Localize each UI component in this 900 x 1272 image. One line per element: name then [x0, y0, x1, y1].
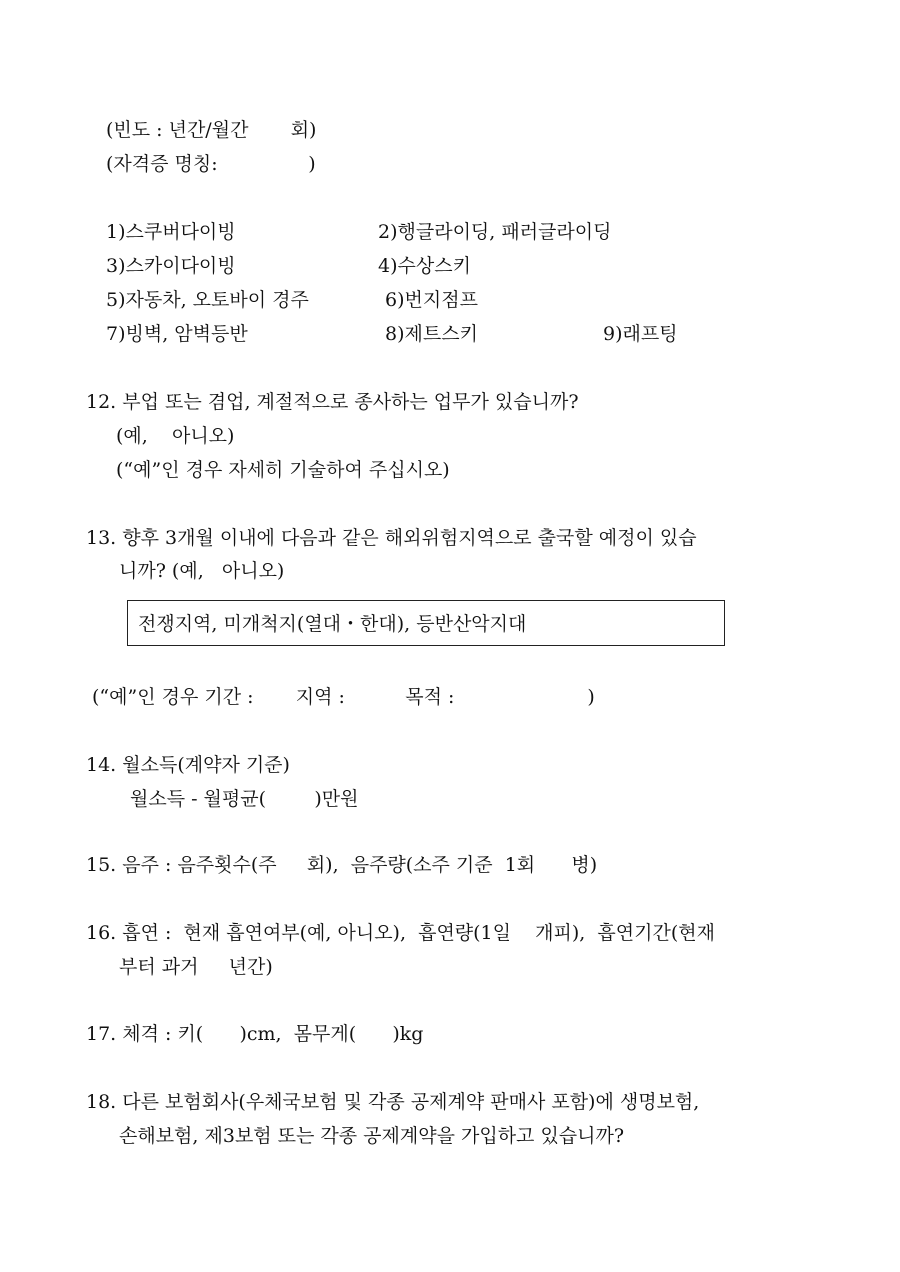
activity-item: 5)자동차, 오토바이 경주: [106, 289, 309, 311]
activity-item: 2)행글라이딩, 패러글라이딩: [378, 221, 612, 243]
q12-question: 12. 부업 또는 겸업, 계절적으로 종사하는 업무가 있습니까?: [86, 391, 579, 413]
certificate-line: (자격증 명칭: ): [106, 153, 316, 175]
activity-item: 1)스쿠버다이빙: [106, 221, 236, 243]
q15-question: 15. 음주 : 음주횟수(주 회), 음주량(소주 기준 1회 병): [86, 854, 598, 876]
q16-question-line2: 부터 과거 년간): [119, 956, 273, 978]
activity-item: 7)빙벽, 암벽등반: [106, 323, 248, 345]
q12-note: (“예”인 경우 자세히 기술하여 주십시오): [116, 459, 450, 481]
q16-question-line1: 16. 흡연 : 현재 흡연여부(예, 아니오), 흡연량(1일 개피), 흡연기간(현재: [86, 922, 715, 944]
q18-question-line2: 손해보험, 제3보험 또는 각종 공제계약을 가입하고 있습니까?: [119, 1125, 625, 1147]
q14-detail: 월소득 - 월평균( )만원: [130, 788, 359, 810]
q13-detail: (“예”인 경우 기간 : 지역 : 목적 : ): [92, 686, 595, 708]
q18-question-line1: 18. 다른 보험회사(우체국보험 및 각종 공제계약 판매사 포함)에 생명보험,: [86, 1091, 700, 1113]
frequency-line: (빈도 : 년간/월간 회): [106, 119, 317, 141]
activity-item: 6)번지점프: [385, 289, 478, 311]
activity-item: 4)수상스키: [378, 255, 471, 277]
q12-options: (예, 아니오): [116, 425, 235, 447]
q13-question-line2: 니까? (예, 아니오): [119, 560, 285, 582]
q13-region-box: [127, 600, 725, 646]
q13-region-text: 전쟁지역, 미개척지(열대・한대), 등반산악지대: [138, 613, 527, 635]
q14-question: 14. 월소득(계약자 기준): [86, 754, 290, 776]
q13-question-line1: 13. 향후 3개월 이내에 다음과 같은 해외위험지역으로 출국할 예정이 있습: [86, 527, 697, 549]
activity-item: 8)제트스키: [385, 323, 478, 345]
q17-question: 17. 체격 : 키( )cm, 몸무게( )kg: [86, 1023, 424, 1045]
activity-item: 3)스카이다이빙: [106, 255, 236, 277]
activity-item: 9)래프팅: [603, 323, 678, 345]
